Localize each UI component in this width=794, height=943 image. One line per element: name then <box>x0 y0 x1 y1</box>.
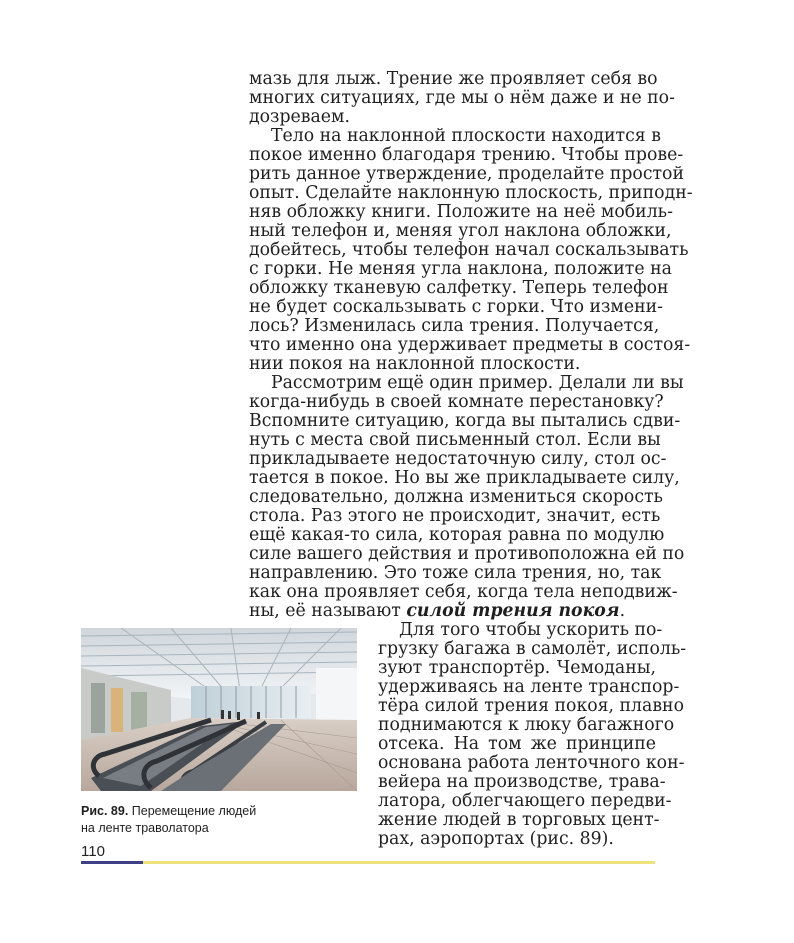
text-line: как она проявляет себя, когда тела неподвиж- <box>249 582 678 602</box>
footer-rule-accent <box>81 861 143 864</box>
text-line-end: . <box>619 601 626 621</box>
text-line: поднимаются к люку багажного <box>378 715 675 735</box>
text-line: рах, аэропортах (рис. 89). <box>378 829 614 849</box>
text-line: силе вашего действия и противоположна ей по <box>249 544 685 564</box>
text-line: Рассмотрим ещё один пример. Делали ли вы <box>271 373 684 393</box>
text-line: дозреваем. <box>249 107 350 127</box>
text-line: не будет соскальзывать с горки. Что измени- <box>249 297 663 317</box>
text-line: рить данное утверждение, проделайте простой <box>249 164 684 184</box>
text-line: обложку тканевую салфетку. Теперь телефон <box>249 278 669 298</box>
text-line: с горки. Не меняя угла наклона, положите на <box>249 259 672 279</box>
text-line-start: ны, её называют <box>249 601 407 621</box>
text-line: ещё какая-то сила, которая равна по модулю <box>249 525 665 545</box>
text-line: зуют транспортёр. Чемоданы, <box>378 658 656 678</box>
caption-line-2: на ленте траволатора <box>81 821 209 835</box>
caption-label: Рис. 89. <box>81 804 129 818</box>
figure-caption <box>81 803 361 837</box>
text-line: многих ситуациях, где мы о нём даже и не по- <box>249 88 675 108</box>
text-line: латора, облегчающего передви- <box>378 791 672 811</box>
text-line-with-term <box>249 602 656 621</box>
text-line: Вспомните ситуацию, когда вы пытались сдви- <box>249 411 681 431</box>
text-line: что именно она удерживает предметы в состоя- <box>249 335 691 355</box>
text-line: стола. Раз этого не происходит, значит, есть <box>249 506 661 526</box>
footer-rule <box>143 861 655 864</box>
text-line: нуть с места свой письменный стол. Если вы <box>249 430 661 450</box>
text-line: тёра силой трения покоя, плавно <box>378 696 684 716</box>
text-line: Тело на наклонной плоскости находится в <box>271 126 661 146</box>
caption-text: Перемещение людей <box>128 804 257 818</box>
travolator-photo <box>81 628 357 791</box>
caption-line-1 <box>81 803 361 820</box>
text-line: прикладываете недостаточную силу, стол ос- <box>249 449 667 469</box>
text-line: лось? Изменилась сила трения. Получается, <box>249 316 660 336</box>
text-line: направлению. Это тоже сила трения, но, так <box>249 563 662 583</box>
text-line: следовательно, должна измениться скорость <box>249 487 663 507</box>
text-line: добейтесь, чтобы телефон начал соскальзывать <box>249 240 689 260</box>
text-line: вейера на производстве, трава- <box>378 772 666 792</box>
text-line: няв обложку книги. Положите на неё мобиль- <box>249 202 673 222</box>
text-line: ный телефон и, меняя угол наклона обложки, <box>249 221 672 241</box>
text-line: удерживаясь на ленте транспор- <box>378 677 680 697</box>
text-line: мазь для лыж. Трение же проявляет себя во <box>249 69 658 89</box>
text-line: нии покоя на наклонной плоскости. <box>249 354 581 374</box>
text-line: тается в покое. Но вы же прикладываете силу, <box>249 468 680 488</box>
text-line: жение людей в торговых цент- <box>378 810 660 830</box>
page-number: 110 <box>81 843 105 860</box>
text-line: отсека. На том же принципе <box>378 734 656 754</box>
text-line: Для того чтобы ускорить по- <box>399 620 663 640</box>
text-line: покое именно благодаря трению. Чтобы прове- <box>249 145 684 165</box>
emphasized-term: силой трения покоя <box>406 601 620 621</box>
text-line: грузку багажа в самолёт, исполь- <box>378 639 687 659</box>
text-line: основана работа ленточного кон- <box>378 753 685 773</box>
text-line: когда-нибудь в своей комнате перестановку? <box>249 392 664 412</box>
text-line: опыт. Сделайте наклонную плоскость, приподн- <box>249 183 693 203</box>
